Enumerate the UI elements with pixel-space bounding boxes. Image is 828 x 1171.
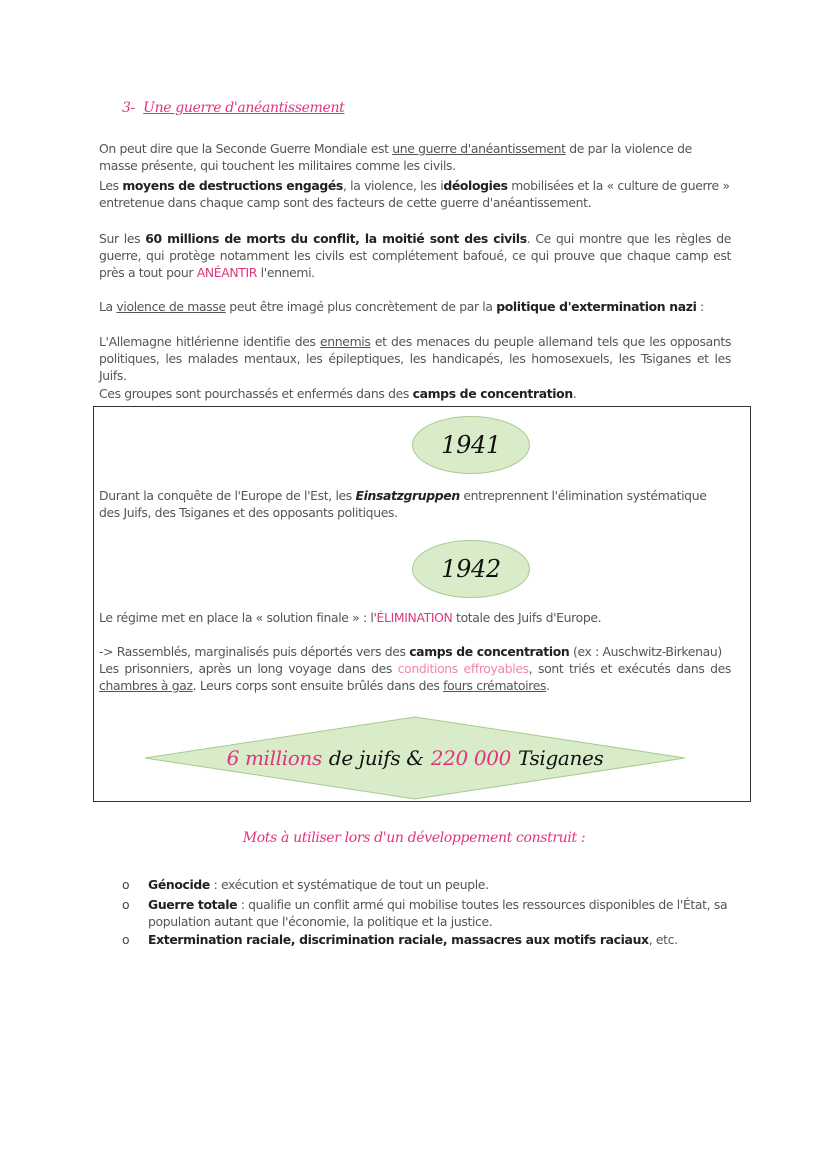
heading-number: 3- [122,100,135,116]
term: Guerre totale [148,897,238,912]
text: : [696,299,704,314]
paragraph-prisoners [99,660,731,694]
text: (ex : Auschwitz-Birkenau) [569,644,722,659]
bold-text: camps de concentration [409,644,570,659]
paragraph-1942 [99,609,729,626]
vocabulary-heading: Mots à utiliser lors d'un développement construit : [242,830,586,846]
text: La [99,299,117,314]
underlined-text: chambres à gaz [99,678,193,693]
heading-title: Une guerre d'anéantissement [143,100,345,116]
list-item [122,896,738,930]
bold-text: politique d'extermination nazi [496,299,697,314]
bullet-icon: o [122,932,130,947]
text: On peut dire que la Seconde Guerre Mondiale est [99,141,393,156]
bullet-icon: o [122,897,130,912]
victims-banner [145,716,685,800]
definition: : exécution et systématique de tout un peuple. [209,877,489,892]
pink-text: 220 000 [430,746,511,770]
text: . Ce qui montre que les règles de guerre, qui protège notamment les civils est complétement bafoué, ce qui prouve que chaque camp est près a tout pour [99,231,732,280]
text: de juifs & [328,746,424,770]
definition: , etc. [648,932,678,947]
text: Tsiganes [517,746,604,770]
paragraph-enemies [99,333,731,384]
bold-text: camps de concentration [412,386,573,401]
bold-italic-text: Einsatzgruppen [355,488,460,503]
text: mobilisées et la « culture de guerre » entretenue dans chaque camp sont des facteurs de cette guerre d'anéantissement. [99,178,730,210]
term: Extermination raciale, discrimination raciale, massacres aux motifs raciaux [148,932,649,947]
bullet-icon: o [122,877,130,892]
bold-text: moyens de destructions engagés [122,178,343,193]
text: Les [99,178,123,193]
underlined-text: une guerre d'anéantissement [392,141,566,156]
text: . Leurs corps sont ensuite brûlés dans des [192,678,444,693]
paragraph-intro [99,140,731,174]
bold-text: 60 millions de morts du conflit, la moitié sont des civils [145,231,527,246]
term: Génocide [148,877,210,892]
paragraph-1941 [99,487,729,521]
text: entreprennent l'élimination systématique des Juifs, des Tsiganes et des opposants politiques. [99,488,707,520]
text: Le régime met en place la « solution finale » : l' [99,610,377,625]
paragraph-mass-violence [99,298,731,315]
text: et des menaces du peuple allemand tels que les opposants politiques, les malades mentaux, les épileptiques, les handicapés, les homosexuels, les Tsiganes et les Juifs. [99,334,731,383]
text: -> Rassemblés, marginalisés puis déportés vers des [99,644,410,659]
list-item [122,931,738,948]
list-item [122,876,738,893]
text: L'Allemagne hitlérienne identifie des [99,334,321,349]
text: Les prisonniers, après un long voyage dans des [99,661,398,676]
year-1942-ellipse: 1942 [412,540,530,598]
underlined-text: fours crématoires [443,678,547,693]
underlined-text: ennemis [320,334,371,349]
text: , sont triés et exécutés dans des [528,661,732,676]
year-1941-ellipse: 1941 [412,416,530,474]
section-heading [122,100,344,116]
pink-text: ÉLIMINATION [376,610,453,625]
paragraph-camps [99,385,731,402]
text: , la violence, les i [342,178,444,193]
text: . [546,678,550,693]
light-pink-text: conditions effroyables [397,661,529,676]
bold-text: déologies [443,178,508,193]
text: Sur les [99,231,146,246]
pink-text: ANÉANTIR [196,265,258,280]
text: peut être imagé plus concrètement de par la [225,299,497,314]
text: l'ennemi. [257,265,315,280]
paragraph-deportation [99,643,729,660]
underlined-text: violence de masse [116,299,226,314]
paragraph-means [99,177,731,211]
text: Ces groupes sont pourchassés et enfermés dans des [99,386,413,401]
text: . [572,386,577,401]
text: de par la violence de masse présente, qui touchent les militaires comme les civils. [99,141,692,173]
paragraph-deaths [99,230,731,281]
text: totale des Juifs d'Europe. [452,610,602,625]
text: Durant la conquête de l'Europe de l'Est, les [99,488,356,503]
definition: : qualifie un conflit armé qui mobilise toutes les ressources disponibles de l'État, sa population autant que l'économie, la politique et la justice. [148,897,728,929]
pink-text: 6 millions [226,746,322,770]
